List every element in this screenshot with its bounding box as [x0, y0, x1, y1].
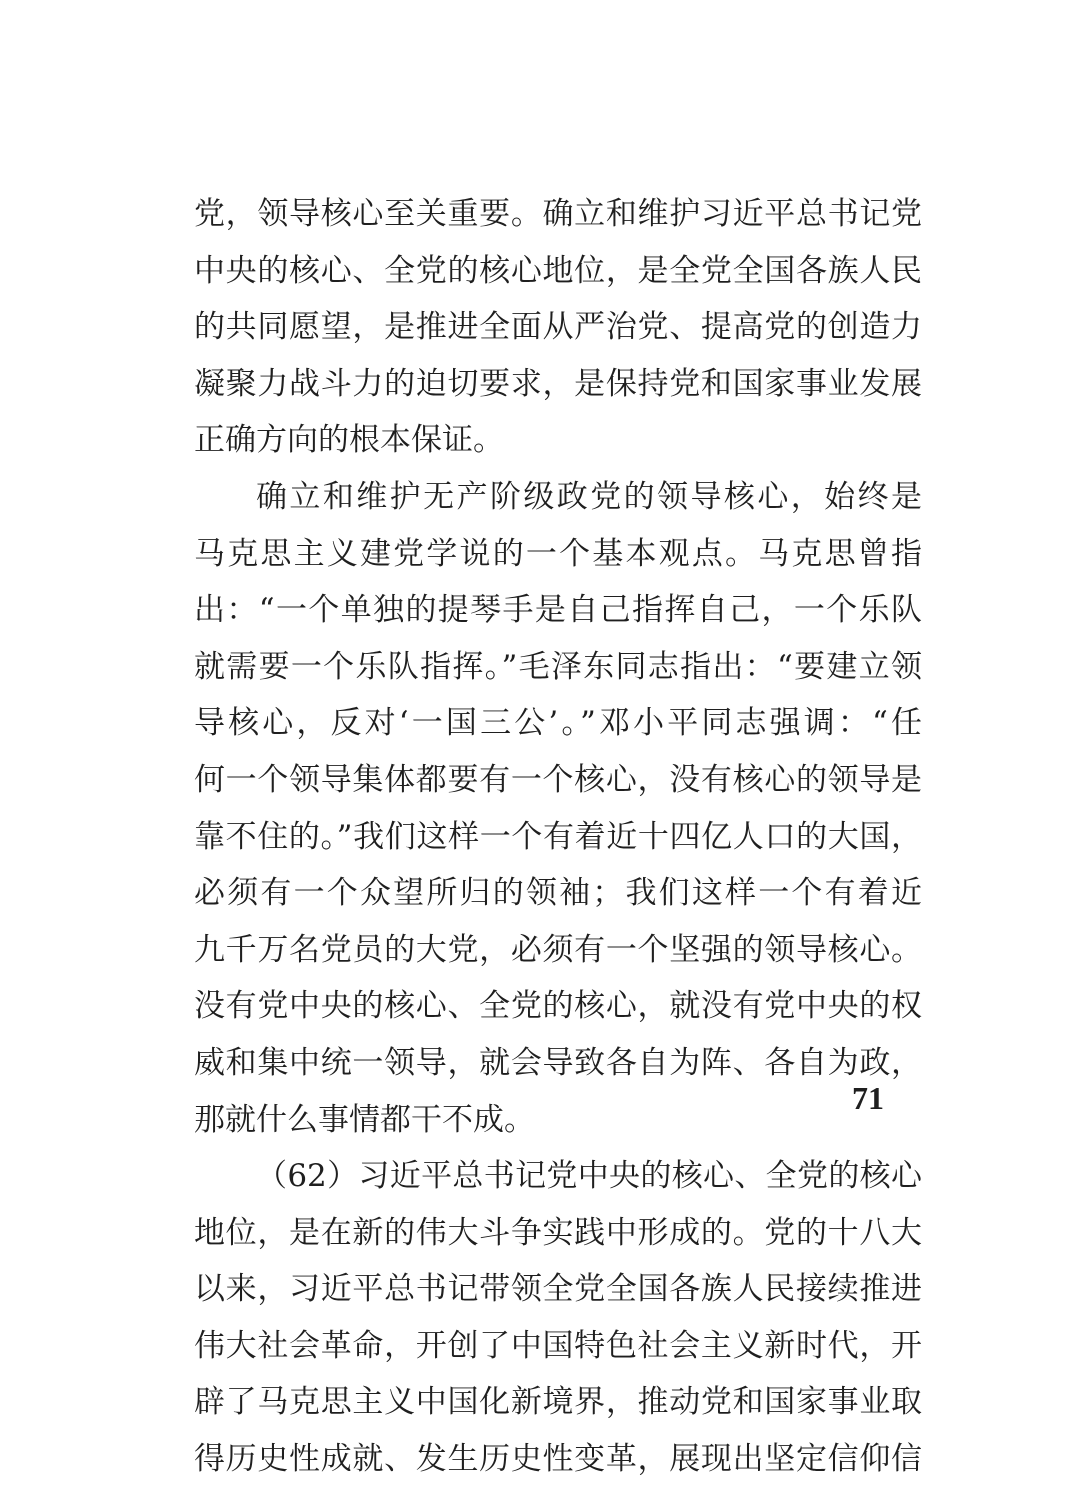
- text-line: 党，领导核心至关重要。确立和维护习近平总书记党: [194, 196, 922, 232]
- text-line: 那就什么事情都干不成。: [194, 1101, 535, 1138]
- text-line: 辟了马克思主义中国化新境界，推动党和国家事业取: [194, 1384, 922, 1421]
- text-line: 确立和维护无产阶级政党的领导核心，始终是: [256, 478, 922, 515]
- body-text: [194, 186, 922, 1488]
- text-line: 得历史性成就、发生历史性变革，展现出坚定信仰信: [194, 1441, 922, 1478]
- text-line: 必须有一个众望所归的领袖；我们这样一个有着近: [194, 875, 922, 912]
- text-line: （62）习近平总书记党中央的核心、全党的核心: [256, 1158, 922, 1195]
- text-line: 正确方向的根本保证。: [194, 422, 504, 459]
- paragraph: [194, 1148, 922, 1488]
- page-number: 71: [852, 1080, 884, 1116]
- text-line: 没有党中央的核心、全党的核心，就没有党中央的权: [194, 988, 922, 1025]
- text-line: 威和集中统一领导，就会导致各自为阵、各自为政，: [194, 1044, 922, 1081]
- text-line: 中央的核心、全党的核心地位，是全党全国各族人民: [194, 252, 922, 289]
- text-line: 伟大社会革命，开创了中国特色社会主义新时代，开: [194, 1327, 922, 1364]
- text-line: 的共同愿望，是推进全面从严治党、提高党的创造力: [194, 309, 922, 346]
- text-line: 出：“一个单独的提琴手是自己指挥自己，一个乐队: [194, 592, 922, 629]
- text-line: 导核心，反对‘一国三公’。”邓小平同志强调：“任: [194, 705, 922, 742]
- paragraph: [194, 186, 922, 469]
- text-line: 地位，是在新的伟大斗争实践中形成的。党的十八大: [194, 1214, 922, 1251]
- paragraph: [194, 469, 922, 1148]
- text-line: 以来，习近平总书记带领全党全国各族人民接续推进: [194, 1271, 922, 1308]
- text-line: 靠不住的。”我们这样一个有着近十四亿人口的大国，: [194, 818, 922, 855]
- text-line: 马克思主义建党学说的一个基本观点。马克思曾指: [194, 535, 922, 572]
- text-line: 凝聚力战斗力的迫切要求，是保持党和国家事业发展: [194, 365, 922, 402]
- text-line: 就需要一个乐队指挥。”毛泽东同志指出：“要建立领: [194, 648, 922, 685]
- text-line: 何一个领导集体都要有一个核心，没有核心的领导是: [194, 761, 922, 798]
- text-line: 九千万名党员的大党，必须有一个坚强的领导核心。: [194, 931, 922, 968]
